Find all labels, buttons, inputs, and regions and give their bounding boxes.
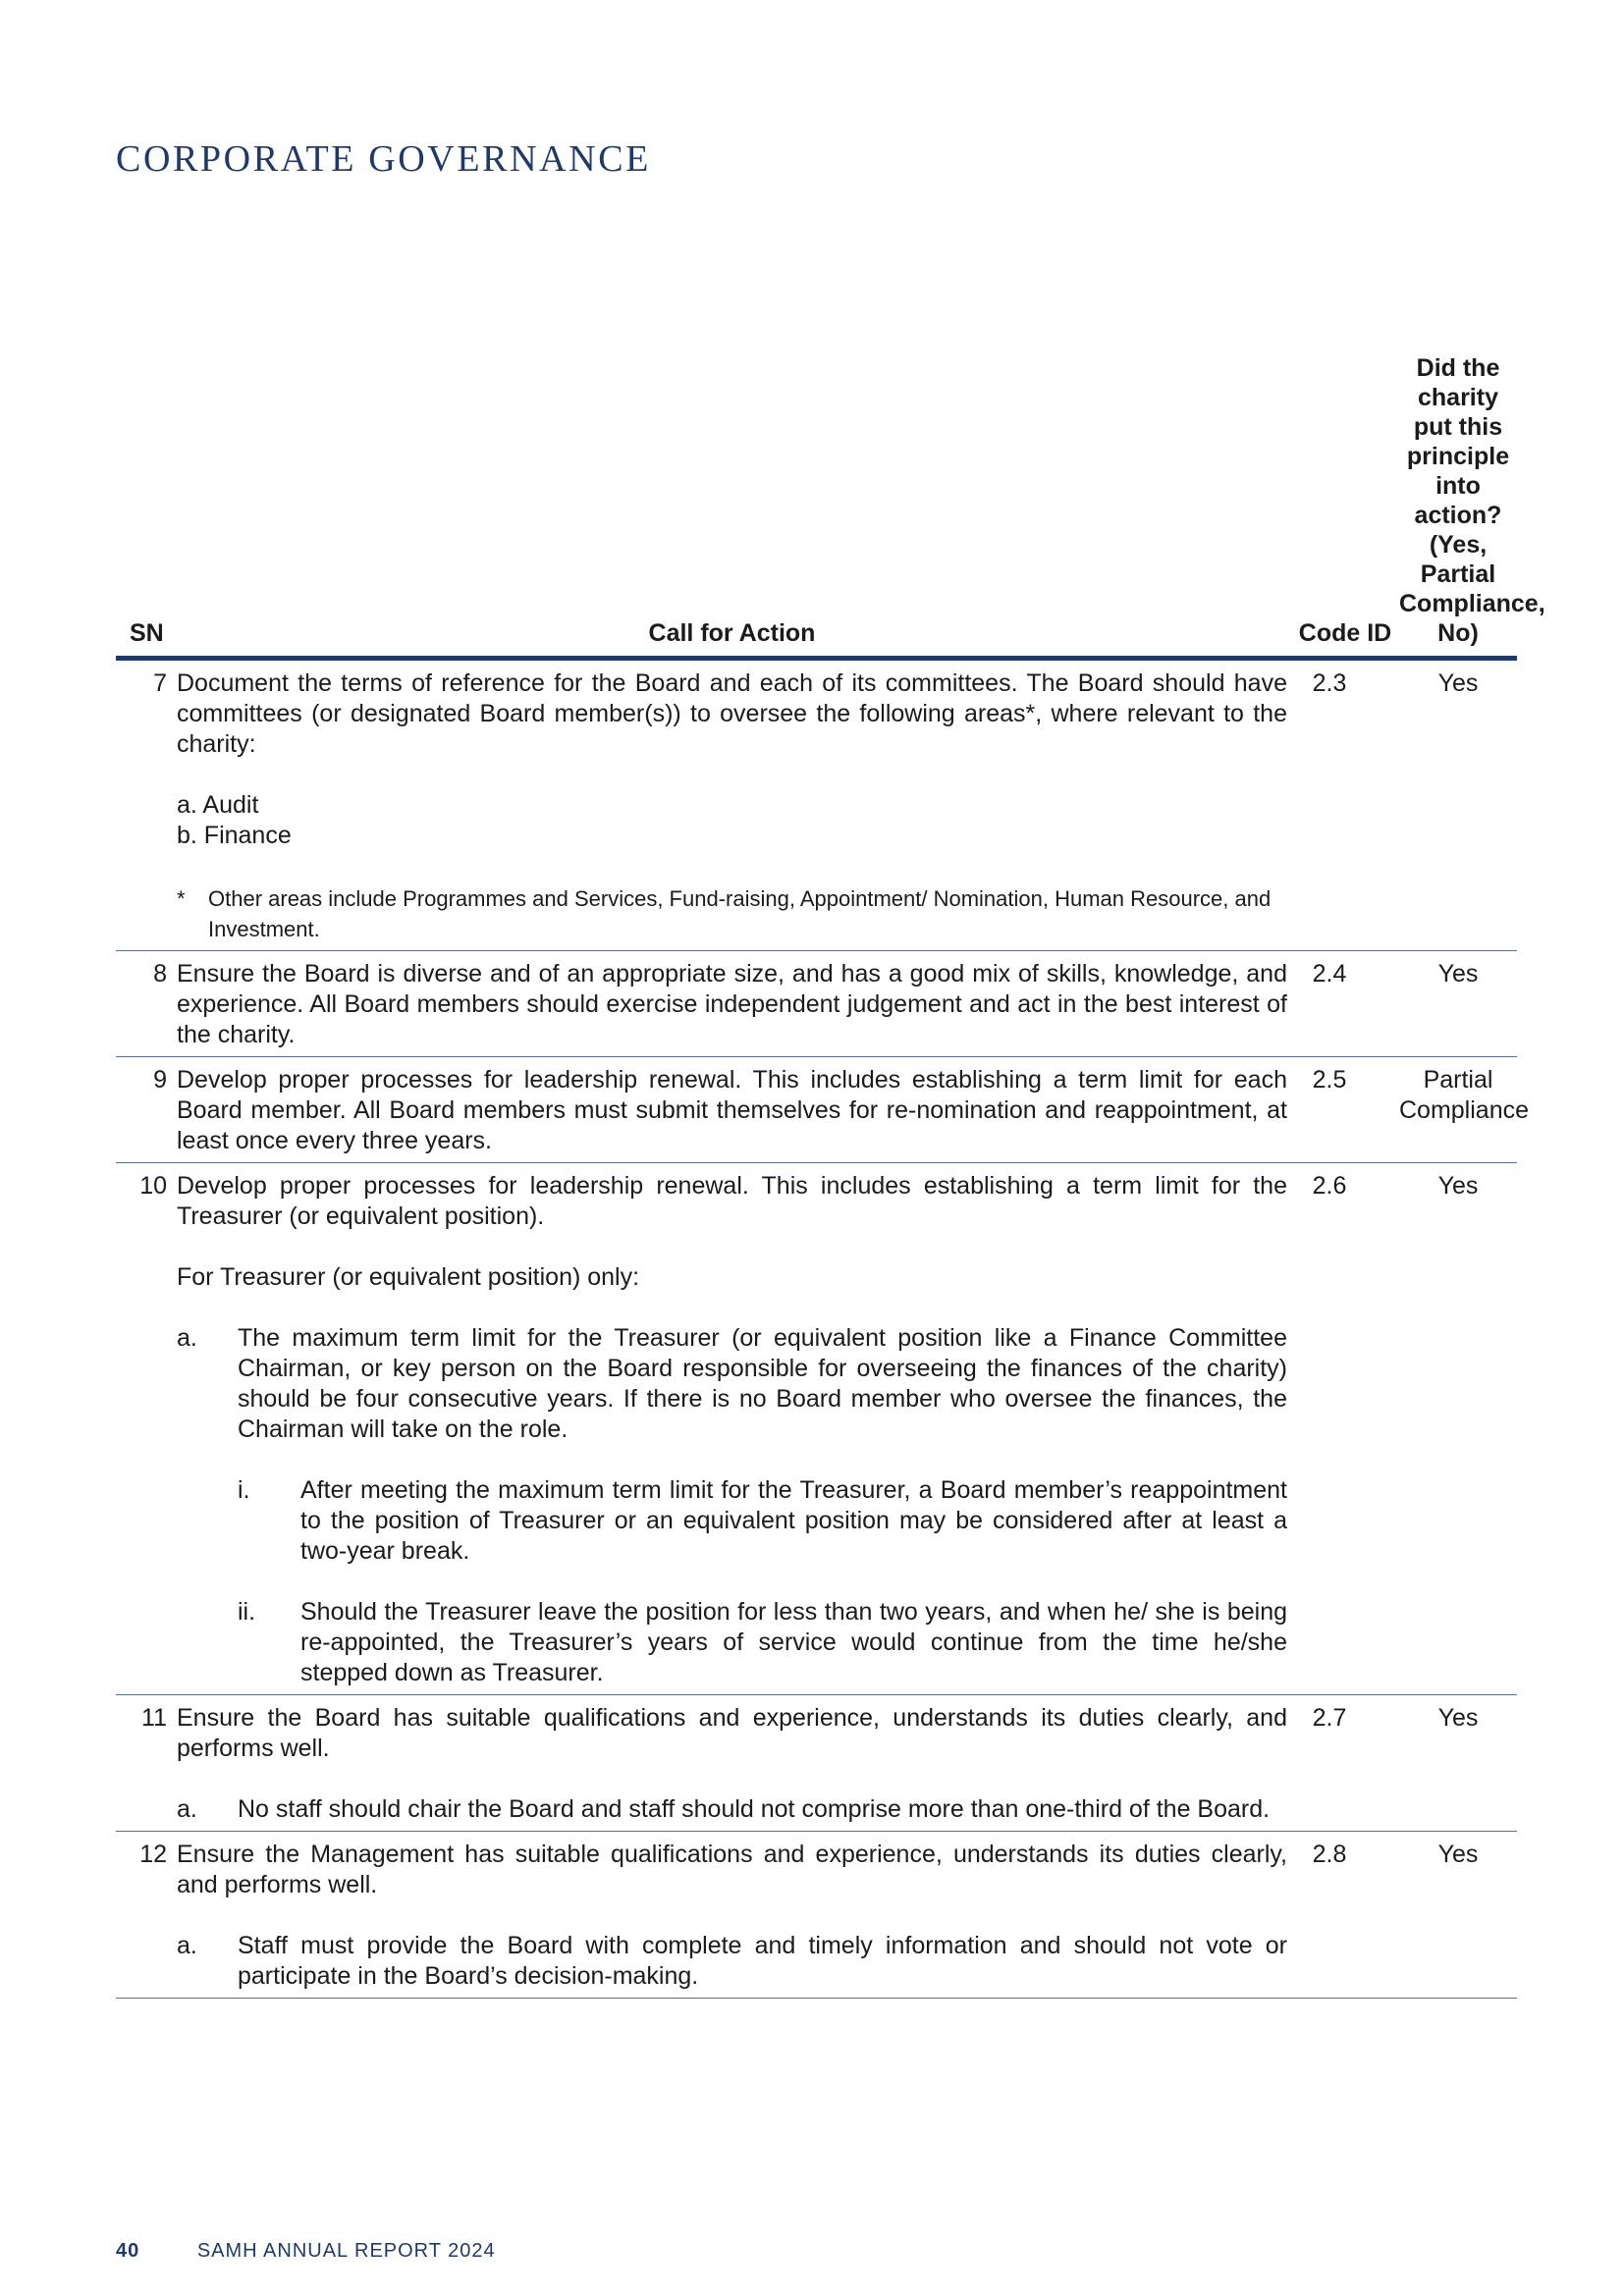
- row-status: Yes: [1399, 1832, 1517, 1999]
- governance-table: [116, 353, 1545, 1999]
- row-code-id: 2.5: [1287, 1057, 1399, 1163]
- header-did-line: No): [1437, 619, 1479, 647]
- row-sn: 12: [116, 1832, 177, 1999]
- list-item: b. Finance: [177, 822, 292, 849]
- roman-item-label: ii.: [238, 1598, 256, 1626]
- table-row: [116, 1163, 1517, 1695]
- footnote-mark: *: [177, 886, 186, 911]
- row-sn: 8: [116, 951, 177, 1057]
- row-code-id: 2.6: [1287, 1163, 1399, 1695]
- row-status: Yes: [1399, 1695, 1517, 1832]
- roman-item-label: i.: [238, 1476, 250, 1504]
- header-code-id: Code ID: [1287, 353, 1399, 659]
- row-call-for-action: [177, 659, 1287, 951]
- row-call-for-action: [177, 1832, 1287, 1999]
- header-did-line: (Yes, Partial: [1420, 531, 1496, 588]
- row-call-for-action: [177, 1057, 1287, 1163]
- row-sn: 10: [116, 1163, 177, 1695]
- row-code-id: 2.4: [1287, 951, 1399, 1057]
- row-status: Yes: [1399, 659, 1517, 951]
- header-did-line: principle into: [1406, 443, 1510, 500]
- row-main-text: Ensure the Board has suitable qualifications and experience, understands its duties clearly, and performs well.: [177, 1704, 1287, 1762]
- header-did-line: Did the charity: [1416, 354, 1500, 411]
- table-row: [116, 659, 1517, 951]
- header-sn: SN: [116, 353, 177, 659]
- row-intro-text: For Treasurer (or equivalent position) only:: [177, 1263, 640, 1291]
- table-row: [116, 1832, 1517, 1999]
- roman-item-text: Should the Treasurer leave the position for less than two years, and when he/ she is being re-appointed, the Treasurer’s years of service would continue from the time he/she stepped down as Treasurer.: [300, 1598, 1287, 1686]
- sub-item: [177, 1323, 1287, 1445]
- roman-item: [177, 1475, 1287, 1567]
- row-call-for-action: [177, 951, 1287, 1057]
- row-status: Yes: [1399, 1163, 1517, 1695]
- row-main-text: Develop proper processes for leadership renewal. This includes establishing a term limit for each Board member. All Board members must submit themselves for re-nomination and reappointment, at least once every three years.: [177, 1066, 1287, 1154]
- row-call-for-action: [177, 1163, 1287, 1695]
- row-code-id: 2.7: [1287, 1695, 1399, 1832]
- page-footer: [116, 2240, 496, 2263]
- header-call-for-action: Call for Action: [177, 353, 1287, 659]
- roman-item-text: After meeting the maximum term limit for the Treasurer, a Board member’s reappointment to the position of Treasurer or an equivalent position may be considered after at least a two-year break.: [300, 1476, 1287, 1565]
- sub-item-text: The maximum term limit for the Treasurer (or equivalent position like a Finance Committee Chairman, or key person on the Board responsible for overseeing the finances of the charity) should be four consecutive years. If there is no Board member who oversee the finances, the Chairman will take on the role.: [238, 1324, 1287, 1443]
- sub-item: [177, 1794, 1287, 1825]
- sub-item-label: a.: [177, 1795, 197, 1823]
- sub-item-label: a.: [177, 1324, 197, 1352]
- page-number: 40: [116, 2240, 140, 2262]
- row-sn: 7: [116, 659, 177, 951]
- row-status-line: Partial: [1423, 1066, 1493, 1094]
- header-did-line: action?: [1414, 502, 1502, 529]
- footnote-text: Other areas include Programmes and Services, Fund-raising, Appointment/ Nomination, Human Resource, and Investment.: [208, 886, 1272, 941]
- row-main-text: Ensure the Board is diverse and of an appropriate size, and has a good mix of skills, knowledge, and experience. All Board members should exercise independent judgement and act in the best interest of the charity.: [177, 960, 1287, 1048]
- row-sn: 9: [116, 1057, 177, 1163]
- sub-item-text: No staff should chair the Board and staff should not comprise more than one-third of the Board.: [238, 1795, 1271, 1823]
- row-status: Yes: [1399, 951, 1517, 1057]
- row-status: [1399, 1057, 1530, 1163]
- sub-item-text: Staff must provide the Board with complete and timely information and should not vote or participate in the Board’s decision-making.: [238, 1932, 1287, 1990]
- row-code-id: 2.8: [1287, 1832, 1399, 1999]
- row-main-text: Document the terms of reference for the Board and each of its committees. The Board should have committees (or designated Board member(s)) to oversee the following areas*, where relevant to the charity:: [177, 669, 1287, 758]
- sub-item: [177, 1931, 1287, 1992]
- table-row: [116, 1695, 1517, 1832]
- header-did-charity: [1399, 353, 1545, 659]
- row-sn: 11: [116, 1695, 177, 1832]
- footnote: [177, 883, 1287, 944]
- roman-item: [177, 1597, 1287, 1688]
- row-main-text: Ensure the Management has suitable qualifications and experience, understands its duties clearly, and performs well.: [177, 1841, 1287, 1898]
- sub-item-label: a.: [177, 1932, 197, 1959]
- header-did-line: Compliance,: [1399, 590, 1545, 617]
- row-code-id: 2.3: [1287, 659, 1399, 951]
- row-main-text: Develop proper processes for leadership renewal. This includes establishing a term limit for the Treasurer (or equivalent position).: [177, 1172, 1287, 1230]
- page-title: CORPORATE GOVERNANCE: [116, 138, 651, 180]
- table-header-row: [116, 353, 1517, 659]
- row-call-for-action: [177, 1695, 1287, 1832]
- list-item: a. Audit: [177, 791, 259, 819]
- report-name: SAMH ANNUAL REPORT 2024: [196, 2240, 496, 2262]
- row-status-line: Compliance: [1399, 1096, 1530, 1124]
- header-did-line: put this: [1413, 413, 1503, 441]
- table-row: [116, 951, 1517, 1057]
- table-row: [116, 1057, 1517, 1163]
